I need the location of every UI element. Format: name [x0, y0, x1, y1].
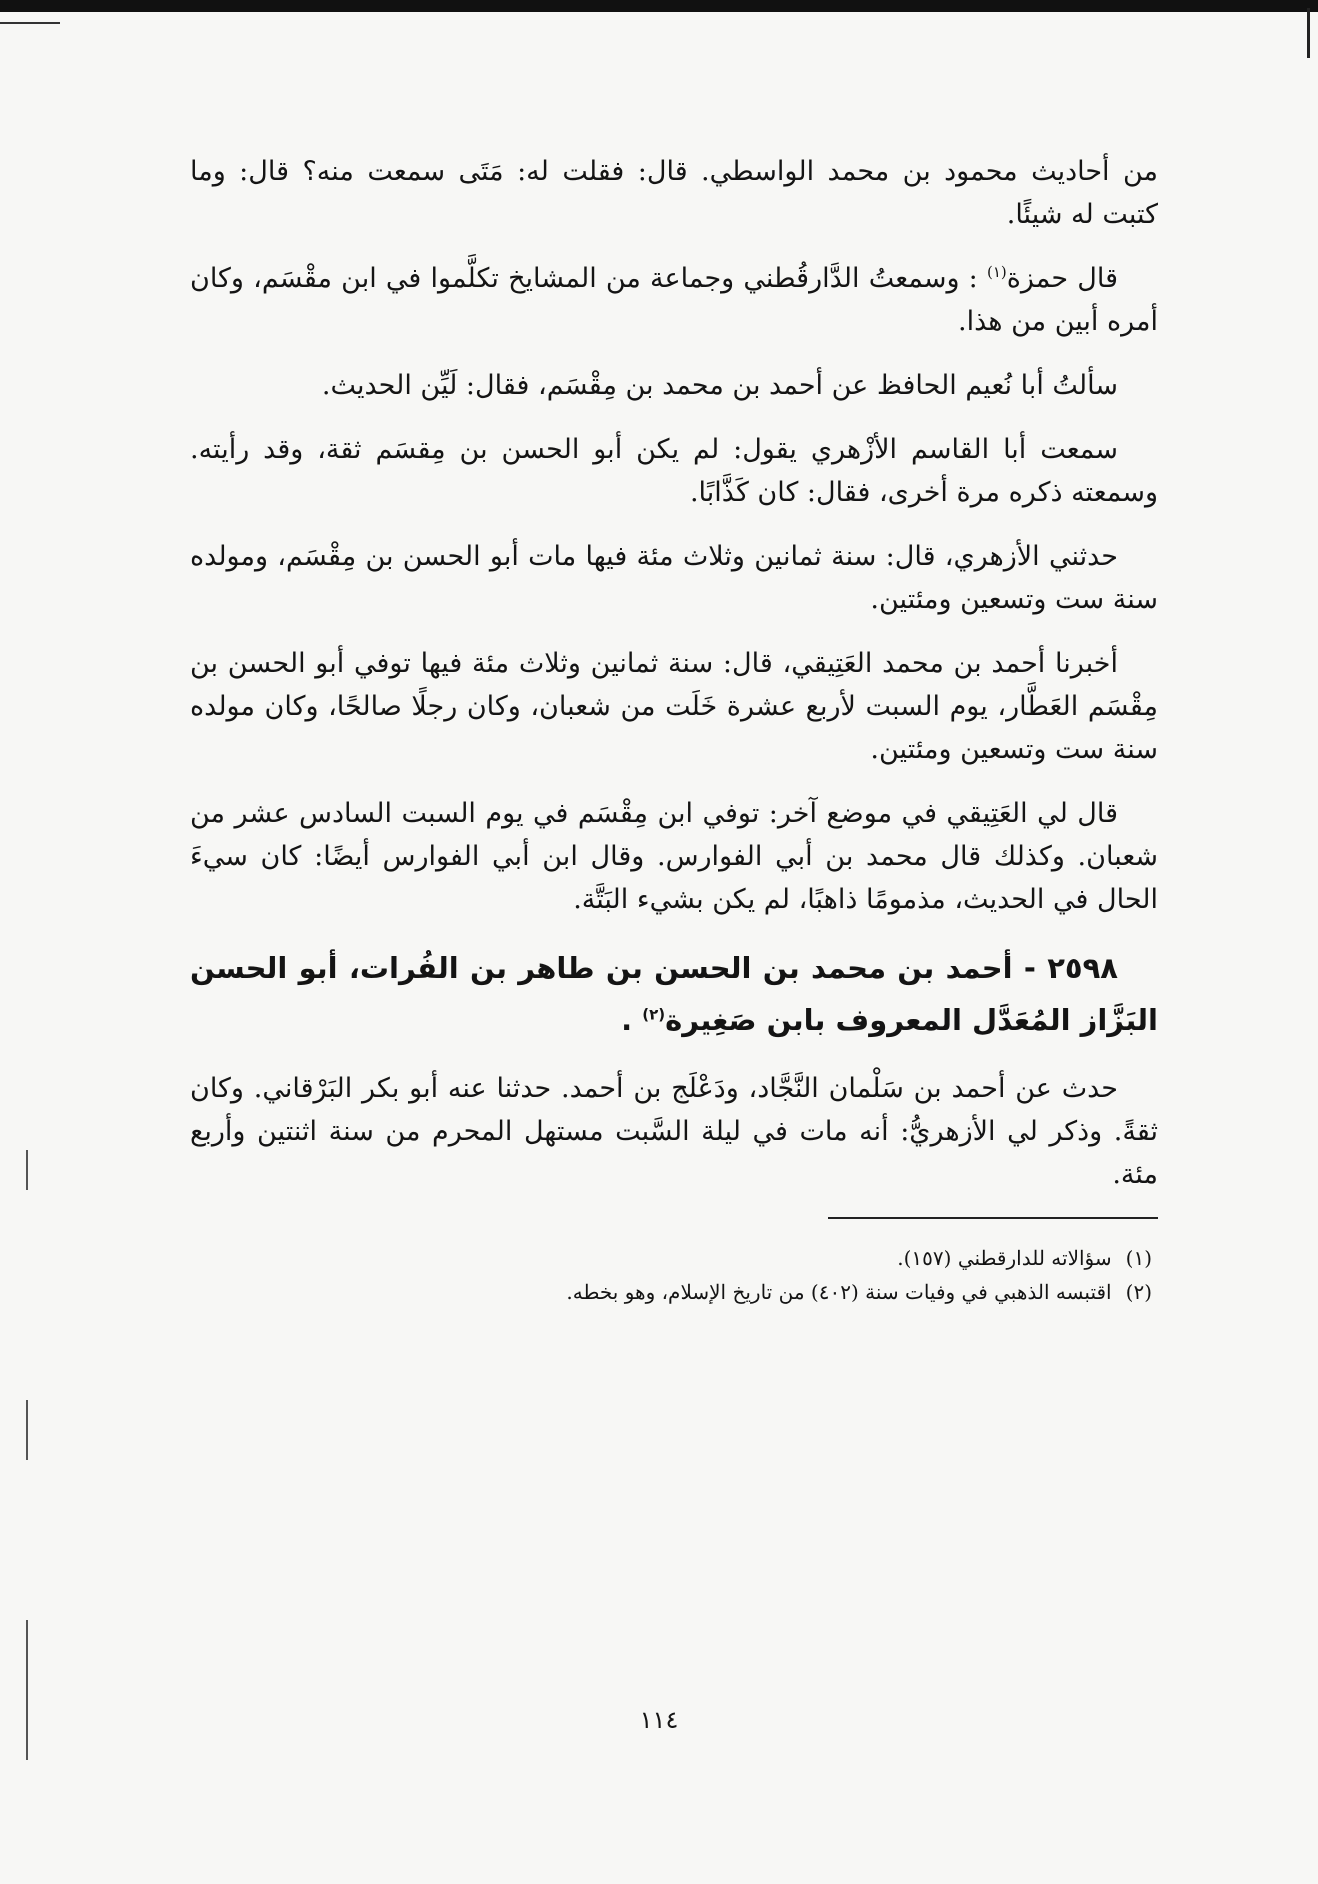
- paragraph-azhari-2: حدثني الأزهري، قال: سنة ثمانين وثلاث مئة فيها مات أبو الحسن بن مِقْسَم، ومولده سنة ست وتسعين ومئتين.: [190, 541, 1158, 615]
- footnote-divider: [828, 1217, 1158, 1219]
- book-page: [190, 150, 1158, 1309]
- hamza-colon: :: [959, 263, 987, 294]
- footnote-ref-1: (١): [986, 263, 1007, 281]
- paragraph-atiqi-1: أخبرنا أحمد بن محمد العَتِيقي، قال: سنة ثمانين وثلاث مئة فيها توفي أبو الحسن بن مِقْسَم العَطَّار، يوم السبت لأربع عشرة خَلَت من شعبان، وكان رجلًا صالحًا، وكان مولده سنة ست وتسعين ومئتين.: [190, 648, 1158, 765]
- paragraph-atiqi-2: قال لي العَتِيقي في موضع آخر: توفي ابن مِقْسَم في يوم السبت السادس عشر من شعبان. وكذلك قال محمد بن أبي الفوارس. وقال ابن أبي الفوارس أيضًا: كان سيءَ الحال في الحديث، مذمومًا ذاهبًا، لم يكن بشيء البَتَّة.: [190, 798, 1158, 915]
- entry-heading-text: ٢٥٩٨ - أحمد بن محمد بن الحسن بن طاهر بن الفُرات، أبو الحسن البَزَّاز المُعَدَّل المعروف بابن صَغِيرة: [190, 951, 1158, 1037]
- footnote-text: اقتبسه الذهبي في وفيات سنة (٤٠٢) من تاريخ الإسلام، وهو بخطه.: [566, 1280, 1112, 1304]
- footnote-ref-2: (٢): [642, 1005, 666, 1024]
- scan-top-border: [0, 0, 1318, 12]
- scan-margin-mark: [26, 1620, 28, 1760]
- entry-heading-end: .: [621, 1003, 643, 1037]
- footnote-mark: (٢): [1125, 1280, 1152, 1304]
- scan-margin-mark: [26, 1150, 28, 1190]
- scan-margin-mark: [26, 1400, 28, 1460]
- hamza-text: وسمعتُ الدَّارقُطني وجماعة من المشايخ تكلَّموا في ابن مقْسَم، وكان أمره أبين من هذا.: [190, 263, 1158, 337]
- footnote-text: سؤالاته للدارقطني (١٥٧).: [897, 1246, 1112, 1270]
- entry-heading: [190, 942, 1158, 1046]
- hamza-prefix: قال حمزة: [1006, 263, 1118, 294]
- footnote-2: [190, 1275, 1152, 1309]
- paragraph-continuation: من أحاديث محمود بن محمد الواسطي. قال: فقلت له: مَتَى سمعت منه؟ قال: وما كتبت له شيئًا.: [190, 156, 1158, 230]
- paragraph-entry: حدث عن أحمد بن سَلْمان النَّجَّاد، ودَعْلَج بن أحمد. حدثنا عنه أبو بكر البَرْقاني. وكان ثقةً. وذكر لي الأزهريُّ: أنه مات في ليلة السَّبت مستهل المحرم من سنة اثنتين وأربع مئة.: [190, 1073, 1158, 1190]
- footnote-mark: (١): [1125, 1246, 1152, 1270]
- page-number: ١١٤: [639, 1706, 679, 1734]
- footnote-1: [190, 1241, 1152, 1275]
- paragraph-hamza: [190, 257, 1158, 343]
- scan-right-edge: [1307, 8, 1310, 58]
- scan-top-rule: [0, 22, 60, 24]
- paragraph-abu-nuaim: سألتُ أبا نُعيم الحافظ عن أحمد بن محمد بن مِقْسَم، فقال: لَيِّن الحديث.: [321, 370, 1118, 401]
- paragraph-azhari-1: سمعت أبا القاسم الأزْهري يقول: لم يكن أبو الحسن بن مِقسَم ثقة، وقد رأيته. وسمعته ذكره مرة أخرى، فقال: كان كَذَّابًا.: [190, 434, 1158, 508]
